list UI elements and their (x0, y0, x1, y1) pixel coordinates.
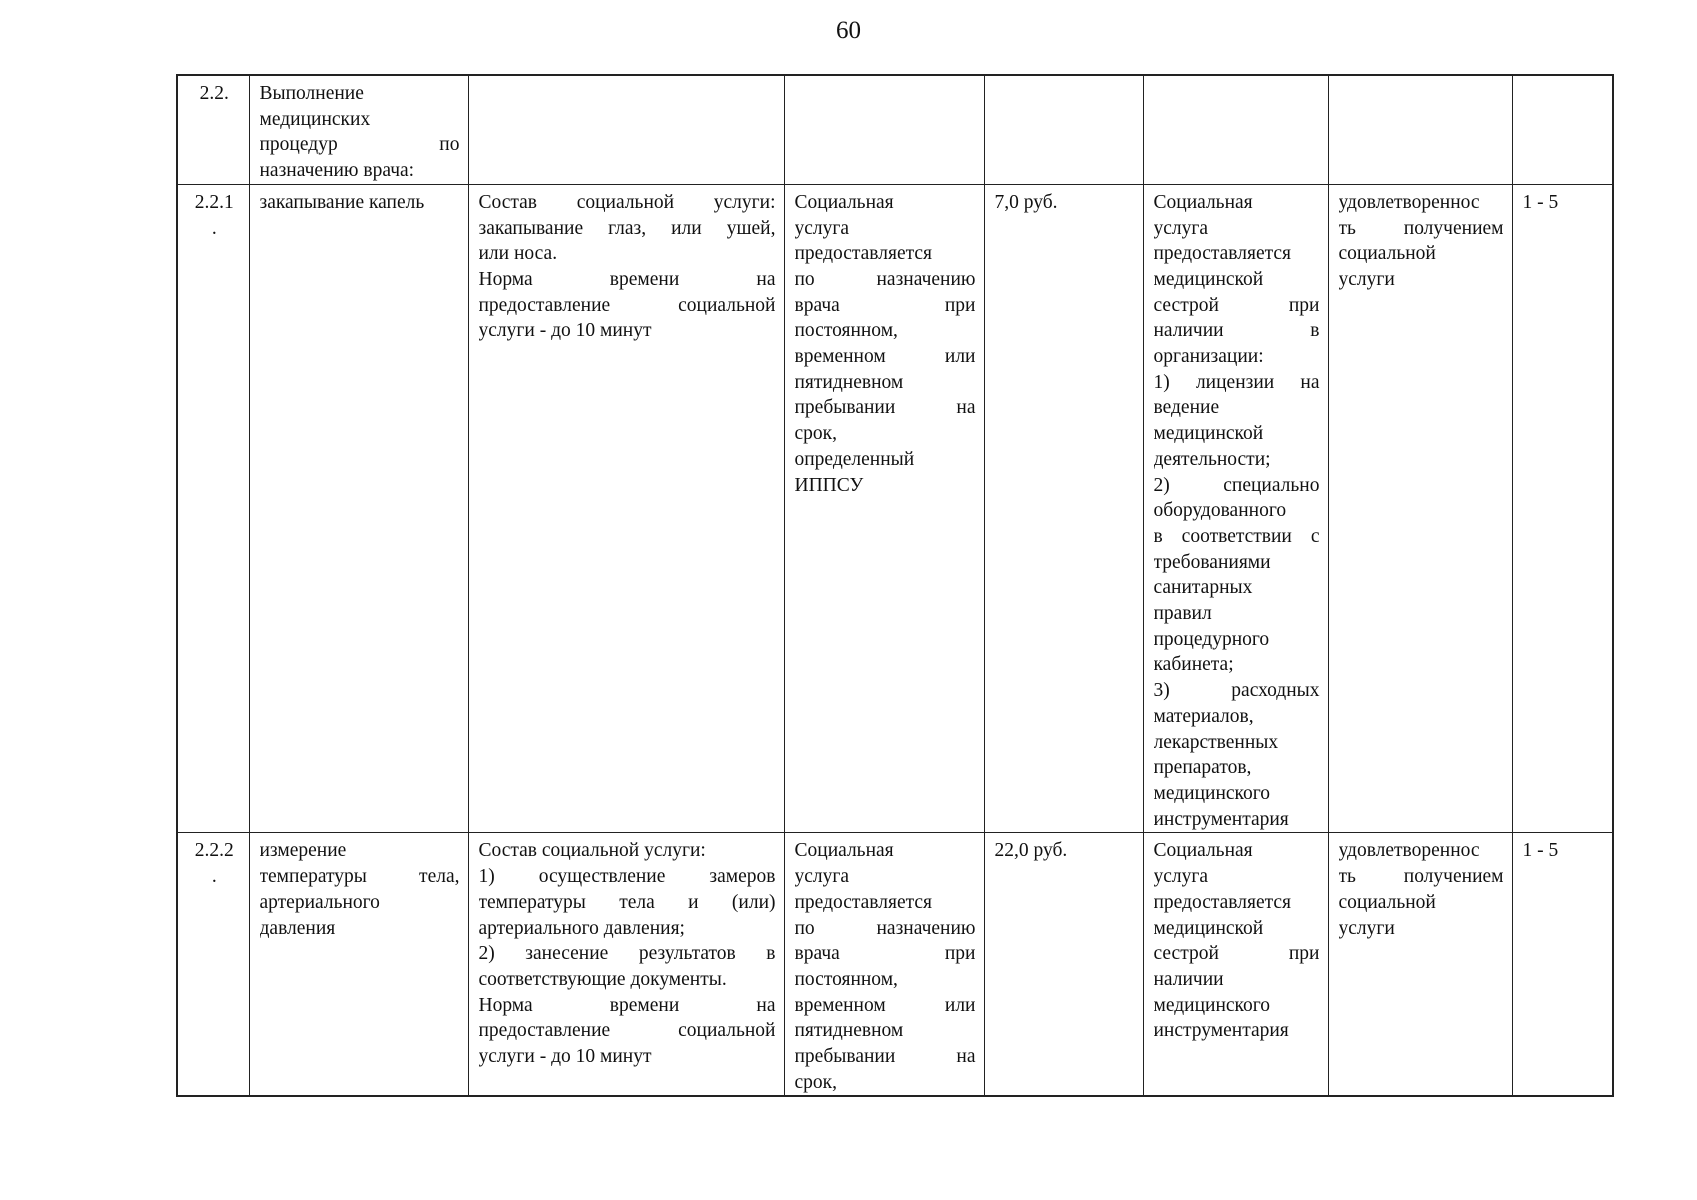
text-line: артериального (259, 891, 380, 913)
service-name-cell (249, 184, 468, 833)
text-line: санитарных (1153, 577, 1253, 599)
text-line: 1) лицензии на (1153, 371, 1320, 393)
text-line: пятидневном (794, 1020, 904, 1042)
service-conditions-cell (784, 75, 984, 184)
text-line: срок, (794, 423, 838, 445)
text-line: сестрой при (1153, 943, 1320, 965)
text-line: оборудованного (1153, 500, 1287, 522)
text-line: 3) расходных (1153, 680, 1320, 702)
text-line: срок, (794, 1071, 838, 1093)
service-conditions-cell (784, 833, 984, 1097)
text-line: Норма времени на (478, 268, 776, 290)
text-line: лекарственных (1153, 731, 1279, 753)
text-line: предоставление социальной (478, 1020, 776, 1042)
text-line: в соответствии с (1153, 525, 1320, 547)
text-line: временном или (794, 346, 976, 368)
service-content (479, 190, 776, 344)
text-line: медицинской (1153, 268, 1264, 290)
text-line: услуга (1153, 217, 1209, 239)
text-line: Выполнение (259, 83, 364, 104)
text-line: Социальная (794, 191, 894, 213)
service-name-cell (249, 833, 468, 1097)
text-line: предоставляется (1153, 891, 1291, 913)
service-name (260, 81, 460, 184)
row-number-cell (177, 75, 249, 184)
text-line: измерение (259, 840, 347, 862)
text-line: 2.2.1 (194, 191, 234, 213)
text-line: удовлетвореннос (1338, 191, 1480, 213)
text-line: Состав социальной услуги: (478, 191, 776, 213)
text-line: . (211, 866, 217, 888)
service-standard-cell (1143, 184, 1328, 833)
service-price: 22,0 руб. (994, 840, 1068, 862)
text-line: медицинского (1153, 994, 1271, 1016)
service-price-cell (984, 833, 1143, 1097)
row-number (188, 190, 241, 241)
text-line: пребывании на (794, 1046, 976, 1068)
text-line: Норма времени на (478, 994, 776, 1016)
service-price-cell (984, 184, 1143, 833)
text-line: давления (259, 917, 336, 939)
text-line: медицинского (1153, 782, 1271, 804)
service-standard (1154, 190, 1320, 833)
text-line: медицинской (1153, 423, 1264, 445)
text-line: инструментария (1153, 1020, 1289, 1042)
text-line: ть получением (1338, 866, 1504, 888)
text-line: Состав социальной услуги: (478, 840, 706, 862)
text-line: кабинета; (1153, 654, 1234, 676)
text-line: 2.2.2 (194, 840, 234, 862)
service-standard-cell (1143, 833, 1328, 1097)
text-line: деятельности; (1153, 448, 1271, 470)
text-line: услуга (1153, 866, 1209, 888)
service-name-cell (249, 75, 468, 184)
row-number-cell (177, 833, 249, 1097)
text-line: предоставляется (794, 891, 932, 913)
text-line: закапывание капель (259, 191, 425, 213)
text-line: ИППСУ (794, 474, 864, 496)
service-name (260, 838, 460, 941)
quality-indicator (1339, 190, 1504, 293)
text-line: организации: (1153, 346, 1264, 368)
text-line: ть получением (1338, 217, 1504, 239)
quality-indicator-cell (1328, 833, 1512, 1097)
service-name (260, 190, 460, 216)
text-line: постоянном, (794, 968, 898, 990)
quality-indicator (1339, 838, 1504, 941)
text-line: услуги (1338, 917, 1395, 939)
text-line: процедур по (259, 134, 460, 156)
text-line: услуги - до 10 минут (478, 1046, 652, 1068)
text-line: назначению врача: (259, 160, 415, 182)
text-line: постоянном, (794, 320, 898, 342)
text-line: социальной (1338, 243, 1436, 265)
text-line: услуги (1338, 268, 1395, 290)
service-conditions-cell (784, 184, 984, 833)
text-line: процедурного (1153, 628, 1270, 650)
text-line: наличии (1153, 968, 1224, 990)
page-number: 60 (836, 17, 861, 44)
text-line: инструментария (1153, 808, 1289, 830)
text-line: услуга (794, 866, 850, 888)
text-line: услуги - до 10 минут (478, 320, 652, 342)
service-content-cell (468, 833, 784, 1097)
text-line: предоставляется (794, 243, 932, 265)
table-row (177, 75, 1613, 184)
term: 1 - 5 (1522, 191, 1559, 213)
text-line: 1) осуществление замеров (478, 866, 776, 888)
row-number (188, 838, 241, 889)
text-line: наличии в (1153, 320, 1320, 342)
text-line: услуга (794, 217, 850, 239)
text-line: материалов, (1153, 705, 1254, 727)
term-cell (1512, 184, 1613, 833)
service-conditions (795, 838, 976, 1095)
text-line: . (211, 217, 217, 239)
quality-indicator-cell (1328, 184, 1512, 833)
text-line: пятидневном (794, 371, 904, 393)
service-content-cell (468, 75, 784, 184)
text-line: соответствующие документы. (478, 968, 727, 990)
table-row (177, 184, 1613, 833)
text-line: медицинских (259, 108, 371, 130)
text-line: 2) занесение результатов в (478, 943, 776, 965)
text-line: пребывании на (794, 397, 976, 419)
text-line: врача при (794, 294, 976, 316)
text-line: препаратов, (1153, 757, 1252, 779)
text-line: Социальная (794, 840, 894, 862)
term: 1 - 5 (1522, 840, 1559, 862)
service-standard-cell (1143, 75, 1328, 184)
text-line: медицинской (1153, 917, 1264, 939)
service-content-cell (468, 184, 784, 833)
table-row (177, 833, 1613, 1097)
service-price: 7,0 руб. (994, 191, 1058, 213)
term-cell (1512, 75, 1613, 184)
service-standard (1154, 838, 1320, 1044)
text-line: Социальная (1153, 191, 1253, 213)
service-price-cell (984, 75, 1143, 184)
text-line: врача при (794, 943, 976, 965)
service-conditions (795, 190, 976, 498)
services-table (176, 74, 1614, 1097)
text-line: по назначению (794, 268, 976, 290)
text-line: Социальная (1153, 840, 1253, 862)
quality-indicator-cell (1328, 75, 1512, 184)
text-line: социальной (1338, 891, 1436, 913)
text-line: артериального давления; (478, 917, 685, 939)
text-line: температуры тела и (или) (478, 891, 776, 913)
text-line: или носа. (478, 243, 558, 265)
service-content (479, 838, 776, 1069)
text-line: определенный (794, 448, 915, 470)
text-line: сестрой при (1153, 294, 1320, 316)
text-line: по назначению (794, 917, 976, 939)
text-line: 2) специально (1153, 474, 1320, 496)
text-line: правил (1153, 603, 1212, 625)
row-number: 2.2. (199, 83, 229, 104)
row-number-cell (177, 184, 249, 833)
text-line: предоставление социальной (478, 294, 776, 316)
text-line: закапывание глаз, или ушей, (478, 217, 776, 239)
text-line: ведение (1153, 397, 1220, 419)
term-cell (1512, 833, 1613, 1097)
text-line: требованиями (1153, 551, 1271, 573)
text-line: временном или (794, 994, 976, 1016)
text-line: удовлетвореннос (1338, 840, 1480, 862)
text-line: предоставляется (1153, 243, 1291, 265)
text-line: температуры тела, (259, 866, 460, 888)
